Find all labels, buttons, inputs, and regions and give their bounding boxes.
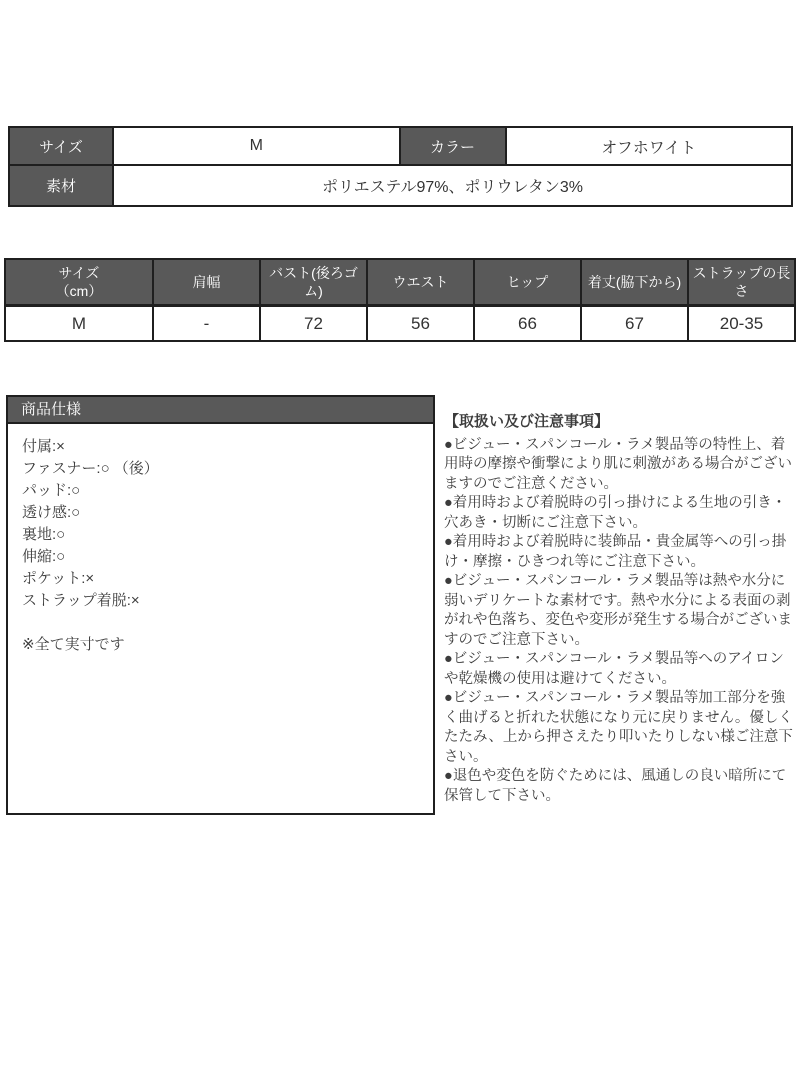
spec-item-sheerness: 透け感:○ — [22, 504, 81, 521]
product-spec-title: 商品仕様 — [8, 397, 433, 424]
color-value-cell: オフホワイト — [507, 128, 792, 164]
measurements-header-row — [6, 260, 794, 307]
spec-item-pocket: ポケット:× — [22, 570, 95, 587]
size-color-row — [10, 128, 791, 166]
value-length: 67 — [582, 307, 689, 340]
notice-item-iron-dryer: ●ビジュー・スパンコール・ラメ製品等へのアイロンや乾燥機の使用は避けてください。 — [444, 651, 784, 687]
header-bust: バスト(後ろゴム) — [261, 260, 368, 304]
value-bust: 72 — [261, 307, 368, 340]
spec-item-lining: 裏地:○ — [22, 526, 66, 543]
handling-notices — [444, 412, 797, 806]
header-size-line2: （cm） — [55, 283, 103, 299]
spec-note-actual-size: ※全て実寸です — [22, 636, 125, 653]
spec-item-fastener: ファスナー:○ （後） — [22, 460, 159, 477]
header-hip: ヒップ — [475, 260, 582, 304]
product-spec-content — [8, 424, 433, 668]
header-size-cm — [6, 260, 154, 304]
material-label-cell: 素材 — [10, 166, 114, 205]
notice-item-friction: ●ビジュー・スパンコール・ラメ製品等の特性上、着用時の摩擦や衝撃により肌に刺激がある場合がございますのでご注意ください。 — [444, 436, 792, 492]
size-label-cell: サイズ — [10, 128, 114, 164]
notice-item-storage: ●退色や変色を防ぐためには、風通しの良い暗所にて保管して下さい。 — [444, 768, 787, 804]
measurements-table — [4, 258, 796, 342]
spec-item-pad: パッド:○ — [22, 482, 81, 499]
value-hip: 66 — [475, 307, 582, 340]
notice-item-jewelry: ●着用時および着脱時に装飾品・貴金属等への引っ掛け・摩擦・ひきつれ等にご注意下さい。 — [444, 534, 787, 570]
product-spec-box — [6, 395, 435, 815]
notice-item-bending: ●ビジュー・スパンコール・ラメ製品等加工部分を強く曲げると折れた状態になり元に戻りません。優しくたたみ、上から押さえたり叩いたりしない様ご注意下さい。 — [444, 690, 793, 765]
material-row — [10, 166, 791, 205]
spec-item-accessory: 付属:× — [22, 438, 65, 455]
notice-item-heat-moisture: ●ビジュー・スパンコール・ラメ製品等は熱や水分に弱いデリケートな素材です。熱や水分による表面の剥がれや色落ち、変色や変形が発生する場合がございますのでご注意下さい。 — [444, 573, 792, 648]
spec-item-strap-detachable: ストラップ着脱:× — [22, 592, 140, 609]
value-waist: 56 — [368, 307, 475, 340]
handling-notices-title: 【取扱い及び注意事項】 — [444, 413, 610, 430]
header-shoulder-width: 肩幅 — [154, 260, 261, 304]
value-strap-length: 20-35 — [689, 307, 794, 340]
spec-item-stretch: 伸縮:○ — [22, 548, 66, 565]
color-label-cell: カラー — [401, 128, 507, 164]
value-shoulder-width: - — [154, 307, 261, 340]
material-value-cell: ポリエステル97%、ポリウレタン3% — [114, 166, 791, 205]
notice-item-snagging: ●着用時および着脱時の引っ掛けによる生地の引き・穴あき・切断にご注意下さい。 — [444, 495, 787, 531]
header-length: 着丈(脇下から) — [582, 260, 689, 304]
measurements-value-row — [6, 307, 794, 340]
size-color-material-table — [8, 126, 793, 207]
header-size-line1: サイズ — [58, 265, 100, 281]
size-value-cell: M — [114, 128, 401, 164]
value-size: M — [6, 307, 154, 340]
header-strap-length: ストラップの長さ — [689, 260, 794, 304]
header-waist: ウエスト — [368, 260, 475, 304]
